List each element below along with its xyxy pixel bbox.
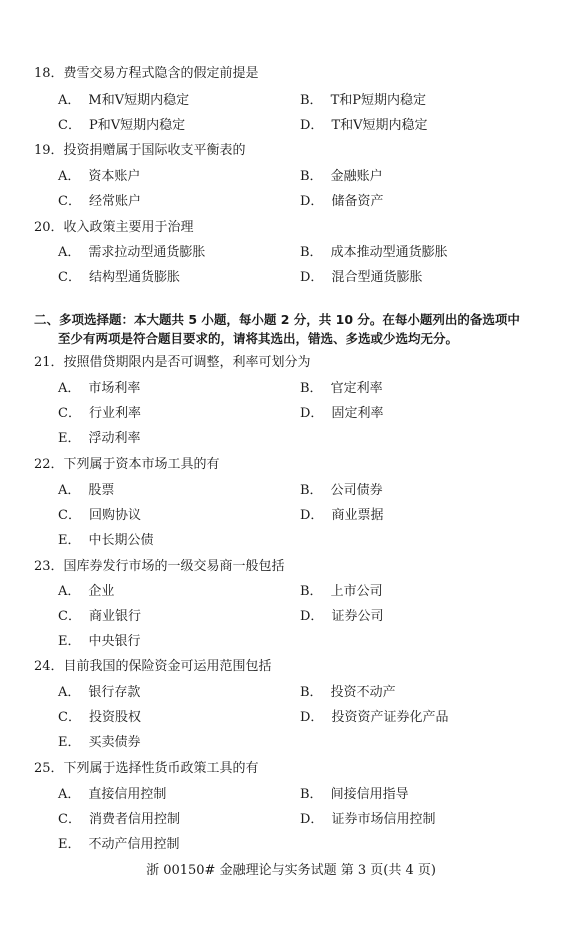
question-21-option-c bbox=[58, 406, 141, 422]
option-letter: D． bbox=[300, 270, 324, 285]
option-letter: D． bbox=[300, 508, 324, 523]
option-text: 中央银行 bbox=[88, 634, 141, 649]
question-22-option-e bbox=[58, 533, 154, 549]
option-text: 混合型通货膨胀 bbox=[331, 270, 423, 285]
option-letter: A． bbox=[58, 483, 81, 498]
option-letter: B． bbox=[300, 93, 323, 108]
option-text: 经常账户 bbox=[88, 194, 141, 209]
option-text: 中长期公债 bbox=[88, 533, 154, 548]
question-19-option-a bbox=[58, 169, 140, 185]
question-23-option-d bbox=[300, 609, 383, 625]
question-25-option-a bbox=[58, 787, 166, 803]
question-21-option-b bbox=[300, 381, 383, 397]
question-24-option-a bbox=[58, 685, 140, 701]
question-24-stem: 24．目前我国的保险资金可运用范围包括 bbox=[34, 659, 272, 674]
question-25-option-b bbox=[300, 787, 409, 803]
option-letter: D． bbox=[300, 406, 324, 421]
question-22-option-c bbox=[58, 508, 141, 524]
question-23-option-a bbox=[58, 584, 114, 600]
option-text: 买卖债券 bbox=[88, 735, 141, 750]
question-23-option-e bbox=[58, 634, 141, 650]
option-text: 投资股权 bbox=[88, 710, 141, 725]
option-text: 企业 bbox=[88, 584, 115, 599]
option-text: 行业利率 bbox=[88, 406, 141, 421]
option-text: T和V短期内稳定 bbox=[331, 118, 428, 133]
question-24-option-e bbox=[58, 735, 141, 751]
option-text: 证券市场信用控制 bbox=[331, 812, 436, 827]
option-letter: D． bbox=[300, 194, 324, 209]
option-letter: B． bbox=[300, 245, 323, 260]
option-letter: D． bbox=[300, 118, 324, 133]
option-letter: C． bbox=[58, 406, 81, 421]
option-text: 储备资产 bbox=[331, 194, 384, 209]
option-letter: A． bbox=[58, 245, 81, 260]
option-text: 固定利率 bbox=[331, 406, 384, 421]
question-25-option-e bbox=[58, 837, 180, 853]
question-20-option-b bbox=[300, 245, 448, 261]
question-21-option-a bbox=[58, 381, 140, 397]
option-letter: B． bbox=[300, 483, 323, 498]
option-letter: A． bbox=[58, 93, 81, 108]
question-18-option-d bbox=[300, 118, 428, 134]
option-text: 需求拉动型通货膨胀 bbox=[88, 245, 206, 260]
option-letter: B． bbox=[300, 381, 323, 396]
option-letter: E． bbox=[58, 431, 81, 446]
option-letter: C． bbox=[58, 609, 81, 624]
option-letter: E． bbox=[58, 533, 81, 548]
option-text: 资本账户 bbox=[88, 169, 141, 184]
option-letter: B． bbox=[300, 169, 323, 184]
question-23-option-b bbox=[300, 584, 383, 600]
question-20-option-a bbox=[58, 245, 205, 261]
option-text: 银行存款 bbox=[88, 685, 141, 700]
option-letter: E． bbox=[58, 837, 81, 852]
option-text: 市场利率 bbox=[88, 381, 141, 396]
option-letter: A． bbox=[58, 381, 81, 396]
option-text: 金融账户 bbox=[330, 169, 383, 184]
option-letter: D． bbox=[300, 710, 324, 725]
option-text: 商业票据 bbox=[331, 508, 384, 523]
option-text: T和P短期内稳定 bbox=[330, 93, 426, 108]
option-letter: A． bbox=[58, 787, 81, 802]
question-24-option-d bbox=[300, 710, 448, 726]
option-letter: C． bbox=[58, 118, 81, 133]
question-23-option-c bbox=[58, 609, 141, 625]
question-24-option-b bbox=[300, 685, 396, 701]
question-18-option-c bbox=[58, 118, 185, 134]
option-text: 回购协议 bbox=[88, 508, 141, 523]
question-18-stem: 18．费雪交易方程式隐含的假定前提是 bbox=[34, 66, 259, 81]
option-letter: C． bbox=[58, 710, 81, 725]
question-20-option-c bbox=[58, 270, 180, 286]
option-text: 直接信用控制 bbox=[88, 787, 167, 802]
option-text: 上市公司 bbox=[330, 584, 383, 599]
option-text: 投资资产证券化产品 bbox=[331, 710, 449, 725]
option-text: 公司债券 bbox=[330, 483, 383, 498]
option-letter: A． bbox=[58, 169, 81, 184]
question-20-stem: 20．收入政策主要用于治理 bbox=[34, 220, 194, 235]
question-23-stem: 23．国库券发行市场的一级交易商一般包括 bbox=[34, 559, 285, 574]
question-22-stem: 22．下列属于资本市场工具的有 bbox=[34, 457, 220, 472]
question-20-option-d bbox=[300, 270, 422, 286]
question-19-option-b bbox=[300, 169, 383, 185]
question-21-option-d bbox=[300, 406, 383, 422]
option-text: 商业银行 bbox=[88, 609, 141, 624]
option-text: P和V短期内稳定 bbox=[88, 118, 186, 133]
option-text: 投资不动产 bbox=[330, 685, 396, 700]
option-letter: D． bbox=[300, 812, 324, 827]
option-text: 不动产信用控制 bbox=[88, 837, 180, 852]
question-19-stem: 19．投资捐赠属于国际收支平衡表的 bbox=[34, 143, 246, 158]
option-letter: A． bbox=[58, 685, 81, 700]
question-18-option-b bbox=[300, 93, 426, 109]
option-text: 证券公司 bbox=[331, 609, 384, 624]
question-22-option-d bbox=[300, 508, 383, 524]
option-text: 消费者信用控制 bbox=[88, 812, 180, 827]
section-2-heading: 二、多项选择题：本大题共 5 小题，每小题 2 分，共 10 分。在每小题列出的备选项中 bbox=[34, 312, 520, 327]
option-letter: D． bbox=[300, 609, 324, 624]
option-letter: C． bbox=[58, 508, 81, 523]
option-letter: B． bbox=[300, 787, 323, 802]
question-21-stem: 21．按照借贷期限内是否可调整，利率可划分为 bbox=[34, 355, 311, 370]
option-text: 股票 bbox=[88, 483, 115, 498]
option-text: 间接信用指导 bbox=[330, 787, 409, 802]
option-letter: C． bbox=[58, 194, 81, 209]
question-22-option-b bbox=[300, 483, 383, 499]
option-text: 浮动利率 bbox=[88, 431, 141, 446]
question-25-option-d bbox=[300, 812, 435, 828]
option-letter: C． bbox=[58, 270, 81, 285]
question-22-option-a bbox=[58, 483, 114, 499]
option-letter: C． bbox=[58, 812, 81, 827]
option-letter: A． bbox=[58, 584, 81, 599]
section-2-instructions: 至少有两项是符合题目要求的，请将其选出，错选、多选或少选均无分。 bbox=[58, 331, 459, 346]
question-25-option-c bbox=[58, 812, 180, 828]
question-19-option-c bbox=[58, 194, 141, 210]
page-footer: 浙 00150# 金融理论与实务试题 第 3 页(共 4 页) bbox=[146, 863, 436, 878]
question-19-option-d bbox=[300, 194, 383, 210]
option-text: 结构型通货膨胀 bbox=[88, 270, 180, 285]
option-letter: B． bbox=[300, 584, 323, 599]
option-text: M和V短期内稳定 bbox=[88, 93, 190, 108]
option-text: 官定利率 bbox=[330, 381, 383, 396]
option-letter: B． bbox=[300, 685, 323, 700]
question-18-option-a bbox=[58, 93, 189, 109]
question-21-option-e bbox=[58, 431, 141, 447]
option-letter: E． bbox=[58, 735, 81, 750]
option-letter: E． bbox=[58, 634, 81, 649]
question-25-stem: 25．下列属于选择性货币政策工具的有 bbox=[34, 761, 259, 776]
option-text: 成本推动型通货膨胀 bbox=[330, 245, 448, 260]
question-24-option-c bbox=[58, 710, 141, 726]
